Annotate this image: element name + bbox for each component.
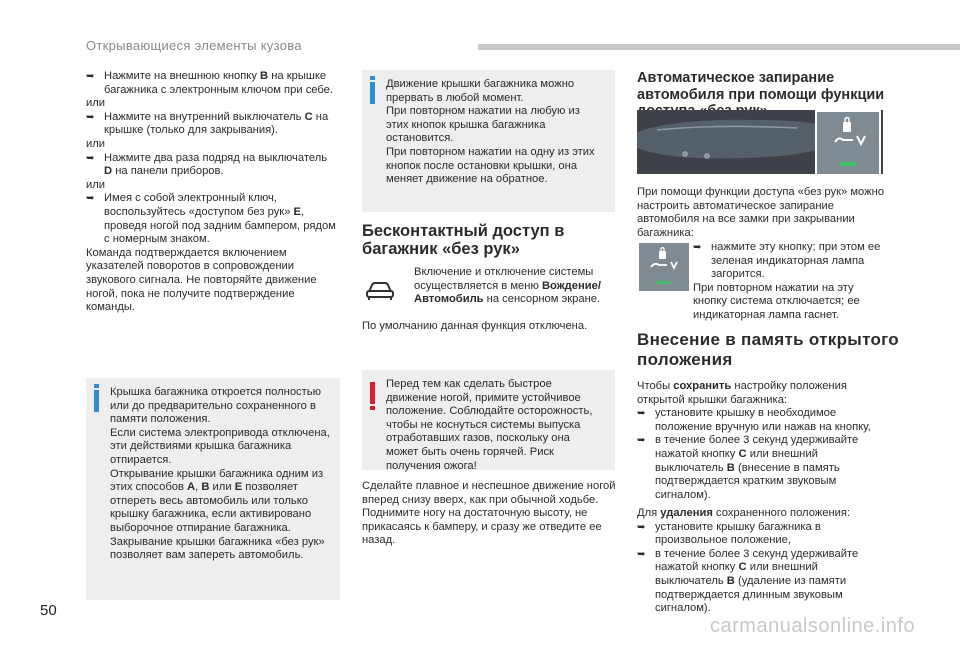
section-title-autolock: Автоматическое запирание автомобиля при помощи функции (637, 70, 885, 103)
bullet-arrow-icon: ➥ (693, 242, 702, 253)
page-header-title: Открывающиеся элементы кузова (86, 38, 302, 53)
section-title-memory: Внесение в память открытого положения (637, 330, 899, 369)
or-label: или (86, 137, 106, 150)
page-number: 50 (40, 602, 57, 619)
info-text: Открывание крышки багажника одним из этих способов A, B или E позволяет отпереть весь автомобиль или только крышку багажника, если активировано выборочное отпирание багажника. (110, 467, 324, 534)
autolock-button-small[interactable] (637, 241, 691, 293)
warning-marker-icon (370, 382, 375, 404)
bullet-arrow-icon: ➥ (637, 548, 646, 560)
info-text: При повторном нажатии на одну из этих кнопок после остановки крышки, она меняет движение на обратное. (386, 145, 595, 186)
bullet-arrow-icon: ➥ (86, 111, 95, 123)
bullet-arrow-icon: ➥ (86, 71, 95, 82)
indicator-lamp (839, 162, 857, 166)
delete-step: ➥ в течение более 3 секунд удерживайте нажатой кнопку C или внешний выключатель B (удаление из памяти подтверждается длинным звуковым сигналом). (637, 547, 859, 615)
foot-movement-text: Сделайте плавное и неспешное движение ногой вперед снизу вверх, как при обычной ходьбе. Поднимите ногу на достаточную высоту, не прикасаясь к бамперу, и сразу же отведите ее назад. (362, 480, 616, 547)
save-intro: Чтобы сохранить настройку положения открытой крышки багажника: (637, 380, 847, 406)
info-text: Крышка багажника откроется полностью или до предварительно сохраненного в памяти положения. (110, 386, 321, 426)
info-text: Закрывание крышки багажника «без рук» позволяет вам запереть автомобиль. (110, 535, 325, 562)
instruction-e: ➥ Имея с собой электронный ключ, воспользуйтесь «доступом без рук» E, проведя ногой под задним бампером, рядом с номерным знаком. (86, 192, 336, 246)
lock-hand-icon (817, 112, 879, 158)
memory-save-section (637, 380, 889, 502)
instruction-d: ➥ Нажмите два раза подряд на выключатель D на панели приборов. (86, 151, 328, 178)
bullet-arrow-icon: ➥ (86, 152, 95, 164)
save-step: ➥ установите крышку в необходимое положение вручную или нажав на кнопку, (637, 407, 871, 433)
delete-step: ➥ установите крышку багажника в произвольное положение, (637, 520, 821, 547)
instruction-c: ➥ Нажмите на внутренний выключатель C на крышке (только для закрывания). (86, 110, 329, 137)
or-label: или (86, 178, 106, 191)
warning-text: Перед тем как сделать быстрое движение ногой, примите устойчивое положение. Соблюдайте осторожность, чтобы не коснуться системы выпуска отработавших газов, поскольку она может быть очень горячей. Риск получения ожога! (386, 378, 593, 472)
or-label: или (86, 97, 106, 110)
watermark: carmanualsonline.info (710, 615, 916, 637)
info-box-left (86, 378, 340, 600)
default-state-text: По умолчанию данная функция отключена. (362, 320, 588, 332)
indicator-lamp (655, 281, 671, 284)
autolock-intro: При помощи функции доступа «без рук» можно настроить автоматическое запирание автомобиля на все замки при закрывании багажника: (637, 186, 885, 239)
info-marker-icon (370, 82, 375, 104)
bullet-arrow-icon: ➥ (637, 521, 646, 533)
info-box-middle (362, 70, 615, 212)
contactless-menu-text: Включение и отключение системы осуществляется в меню Вождение/ Автомобиль на сенсорном экране. (414, 266, 601, 306)
autolock-step: ➥ нажмите эту кнопку; при этом ее зеленая индикаторная лампа загорится. (693, 241, 881, 281)
bullet-arrow-icon: ➥ (637, 408, 646, 420)
instruction-b: ➥ Нажмите на внешнюю кнопку B на крышке багажника с электронным ключом при себе. (86, 70, 333, 96)
section-title-contactless: Бесконтактный доступ в багажник «без рук» (362, 222, 565, 258)
autolock-instructions (693, 241, 888, 323)
autolock-off-text: При повторном нажатии на эту кнопку система отключается; ее индикаторная лампа гаснет. (693, 281, 860, 321)
info-text: Движение крышки багажника можно прервать в любой момент. (386, 78, 575, 104)
lock-hand-icon (639, 243, 689, 279)
memory-delete-section (637, 507, 889, 616)
save-step: ➥ в течение более 3 секунд удерживайте нажатой кнопку C или внешний выключатель B (внесение в память подтверждается кратким звуковым сигналом). (637, 434, 859, 501)
info-marker-icon (94, 390, 99, 412)
info-text: При повторном нажатии на любую из этих кнопок крышка багажника остановится. (386, 105, 580, 145)
left-column (86, 70, 338, 315)
bullet-arrow-icon: ➥ (637, 435, 646, 447)
car-icon (365, 278, 395, 302)
header-rule (478, 44, 960, 50)
info-text: Если система электропривода отключена, эти действиями крышка багажника отпирается. (110, 426, 330, 466)
bullet-arrow-icon: ➥ (86, 193, 95, 205)
confirmation-paragraph: Команда подтверждается включением указателей поворотов в сопровождении звукового сигнала. Не повторяйте движение ногой, пока не получите подтверждение команды. (86, 246, 317, 314)
delete-intro: Для удаления сохраненного положения: (637, 507, 851, 519)
warning-box (362, 370, 615, 470)
autolock-button[interactable] (815, 110, 881, 176)
key-panel-illustration (637, 110, 883, 174)
